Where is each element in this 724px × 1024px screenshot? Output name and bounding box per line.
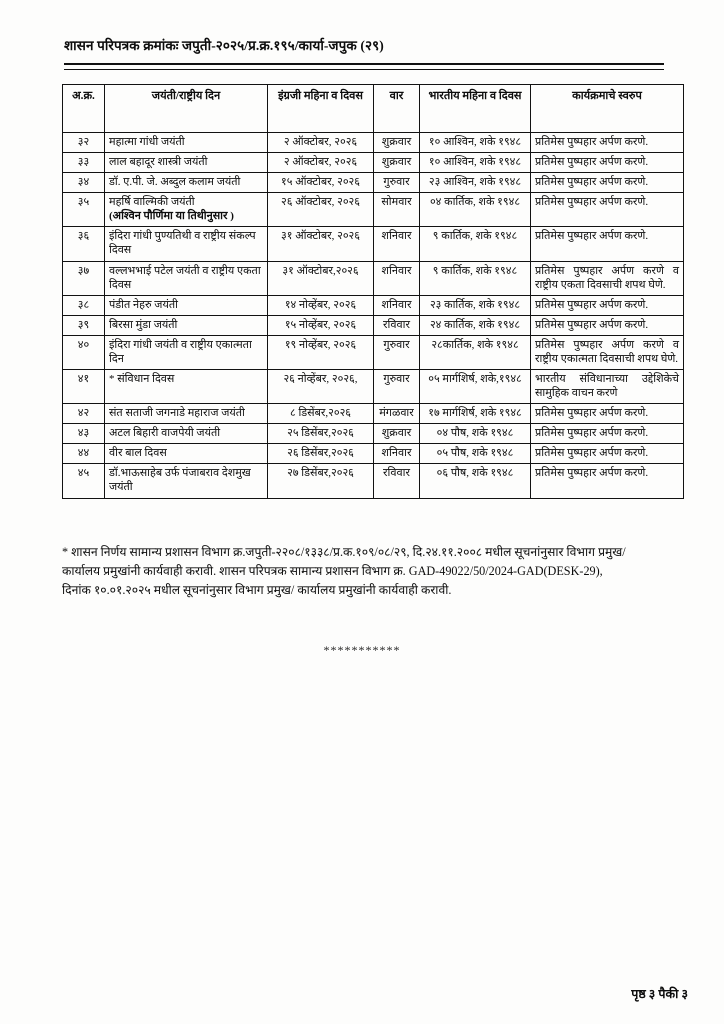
- holiday-name-text: डॉ. ए.पी. जे. अब्दुल कलाम जयंती: [109, 176, 241, 189]
- cell-english-date: २६ नोव्हेंबर, २०२६,: [268, 370, 374, 404]
- cell-program: प्रतिमेस पुष्पहार अर्पण करणे.: [531, 464, 684, 498]
- cell-indian-date: ९ कार्तिक, शके १९४८: [420, 227, 531, 261]
- holiday-name-text: महर्षि वाल्मिकी जयंती: [109, 196, 195, 209]
- table-row: [63, 444, 684, 464]
- column-header-name: जयंती/राष्ट्रीय दिन: [105, 85, 268, 133]
- cell-program: भारतीय संविधानाच्या उद्देशिकेचे सामुहिक वाचन करणे: [531, 370, 684, 404]
- cell-weekday: गुरुवार: [374, 173, 420, 193]
- cell-weekday: मंगळवार: [374, 404, 420, 424]
- holiday-name-text: संत सताजी जगनाडे महाराज जयंती: [109, 407, 245, 420]
- footnote-line-3: दिनांक १०.०१.२०२५ मधील सूचनांनुसार विभाग प्रमुख/ कार्यालय प्रमुखांनी कार्यवाही करावी.: [62, 582, 452, 597]
- cell-holiday-name: [105, 424, 268, 444]
- cell-program: प्रतिमेस पुष्पहार अर्पण करणे.: [531, 295, 684, 315]
- cell-english-date: २ ऑक्टोबर, २०२६: [268, 133, 374, 153]
- cell-english-date: २६ डिसेंबर,२०२६: [268, 444, 374, 464]
- cell-indian-date: ०५ मार्गशिर्ष, शके,१९४८: [420, 370, 531, 404]
- cell-serial-number: ३४: [63, 173, 105, 193]
- column-header-indian-date: भारतीय महिना व दिवस: [420, 85, 531, 133]
- holiday-table-container: [62, 84, 683, 499]
- column-header-english-date: इंग्रजी महिना व दिवस: [268, 85, 374, 133]
- cell-program: प्रतिमेस पुष्पहार अर्पण करणे.: [531, 227, 684, 261]
- table-row: [63, 227, 684, 261]
- cell-serial-number: ४०: [63, 335, 105, 369]
- cell-program: प्रतिमेस पुष्पहार अर्पण करणे.: [531, 444, 684, 464]
- cell-holiday-name: [105, 315, 268, 335]
- cell-program: प्रतिमेस पुष्पहार अर्पण करणे.: [531, 404, 684, 424]
- cell-weekday: शनिवार: [374, 444, 420, 464]
- cell-english-date: १५ नोव्हेंबर, २०२६: [268, 315, 374, 335]
- cell-indian-date: ९ कार्तिक, शके १९४८: [420, 261, 531, 295]
- table-row: [63, 335, 684, 369]
- table-row: [63, 315, 684, 335]
- table-row: [63, 404, 684, 424]
- cell-weekday: शनिवार: [374, 227, 420, 261]
- column-header-day: वार: [374, 85, 420, 133]
- table-row: [63, 424, 684, 444]
- cell-serial-number: ३६: [63, 227, 105, 261]
- holiday-name-text: वीर बाल दिवस: [109, 447, 167, 460]
- cell-indian-date: १० आश्विन, शके १९४८: [420, 153, 531, 173]
- cell-program: प्रतिमेस पुष्पहार अर्पण करणे.: [531, 193, 684, 227]
- table-row: [63, 464, 684, 498]
- holiday-name-text: लाल बहादूर शास्त्री जयंती: [109, 156, 208, 169]
- cell-indian-date: १० आश्विन, शके १९४८: [420, 133, 531, 153]
- cell-serial-number: ३७: [63, 261, 105, 295]
- holiday-name-text: * संविधान दिवस: [109, 373, 175, 386]
- circular-number: शासन परिपत्रक क्रमांकः जपुती-२०२५/प्र.क्र.१९५/कार्या-जपुक (२९): [64, 38, 384, 53]
- cell-holiday-name: [105, 261, 268, 295]
- cell-english-date: ३१ ऑक्टोबर,२०२६: [268, 261, 374, 295]
- cell-weekday: शनिवार: [374, 261, 420, 295]
- cell-english-date: २५ डिसेंबर,२०२६: [268, 424, 374, 444]
- cell-serial-number: ३५: [63, 193, 105, 227]
- table-body: [63, 133, 684, 499]
- document-header: [64, 36, 664, 54]
- table-header-row: [63, 85, 684, 133]
- cell-serial-number: ४४: [63, 444, 105, 464]
- cell-weekday: शुक्रवार: [374, 424, 420, 444]
- cell-holiday-name: [105, 370, 268, 404]
- cell-weekday: शुक्रवार: [374, 153, 420, 173]
- cell-serial-number: ३८: [63, 295, 105, 315]
- cell-serial-number: ४५: [63, 464, 105, 498]
- cell-weekday: गुरुवार: [374, 370, 420, 404]
- cell-indian-date: ०४ कार्तिक, शके १९४८: [420, 193, 531, 227]
- cell-weekday: सोमवार: [374, 193, 420, 227]
- cell-serial-number: ४१: [63, 370, 105, 404]
- cell-program: प्रतिमेस पुष्पहार अर्पण करणे.: [531, 315, 684, 335]
- holiday-table: [62, 84, 684, 499]
- holiday-name-text: इंदिरा गांधी जयंती व राष्ट्रीय एकात्मता दिन: [109, 338, 252, 365]
- table-row: [63, 295, 684, 315]
- cell-indian-date: २३ आश्विन, शके १९४८: [420, 173, 531, 193]
- cell-holiday-name: [105, 464, 268, 498]
- cell-serial-number: ३२: [63, 133, 105, 153]
- cell-english-date: १९ नोव्हेंबर, २०२६: [268, 335, 374, 369]
- table-row: [63, 153, 684, 173]
- cell-holiday-name: [105, 444, 268, 464]
- cell-serial-number: ४२: [63, 404, 105, 424]
- cell-indian-date: १७ मार्गशिर्ष, शके १९४८: [420, 404, 531, 424]
- cell-english-date: २६ ऑक्टोबर, २०२६: [268, 193, 374, 227]
- cell-weekday: रविवार: [374, 315, 420, 335]
- holiday-name-text: अटल बिहारी वाजपेयी जयंती: [109, 427, 221, 440]
- cell-indian-date: २३ कार्तिक, शके १९४८: [420, 295, 531, 315]
- cell-english-date: २७ डिसेंबर,२०२६: [268, 464, 374, 498]
- cell-weekday: रविवार: [374, 464, 420, 498]
- header-divider-rule: [64, 63, 664, 70]
- cell-holiday-name: [105, 153, 268, 173]
- table-row: [63, 173, 684, 193]
- footnote-line-2: कार्यालय प्रमुखांनी कार्यवाही करावी. शासन परिपत्रक सामान्य प्रशासन विभाग क्र. GAD-49022/50/2024-GAD(DESK-29),: [62, 563, 603, 578]
- cell-indian-date: २४ कार्तिक, शके १९४८: [420, 315, 531, 335]
- cell-indian-date: ०५ पौष, शके १९४८: [420, 444, 531, 464]
- cell-weekday: शुक्रवार: [374, 133, 420, 153]
- cell-serial-number: ४३: [63, 424, 105, 444]
- cell-indian-date: ०४ पौष, शके १९४८: [420, 424, 531, 444]
- cell-english-date: ३१ ऑक्टोबर, २०२६: [268, 227, 374, 261]
- cell-program: प्रतिमेस पुष्पहार अर्पण करणे व राष्ट्रीय एकता दिवसाची शपथ घेणे.: [531, 261, 684, 295]
- cell-english-date: ८ डिसेंबर,२०२६: [268, 404, 374, 424]
- cell-holiday-name: [105, 173, 268, 193]
- holiday-name-text: बिरसा मुंडा जयंती: [109, 318, 178, 331]
- cell-holiday-name: [105, 335, 268, 369]
- cell-program: प्रतिमेस पुष्पहार अर्पण करणे व राष्ट्रीय एकात्मता दिवसाची शपथ घेणे.: [531, 335, 684, 369]
- table-row: [63, 370, 684, 404]
- footnote-block: [62, 543, 686, 600]
- column-header-program: कार्यक्रमाचे स्वरुप: [531, 85, 684, 133]
- cell-serial-number: ३९: [63, 315, 105, 335]
- holiday-name-text: डॉ.भाऊसाहेब उर्फ पंजाबराव देशमुख जयंती: [109, 467, 251, 494]
- page-number-footer: पृष्ठ ३ पैकी ३: [631, 987, 688, 1001]
- holiday-name-text: इंदिरा गांधी पुण्यतिथी व राष्ट्रीय संकल्प दिवस: [109, 230, 256, 257]
- table-row: [63, 133, 684, 153]
- cell-program: प्रतिमेस पुष्पहार अर्पण करणे.: [531, 153, 684, 173]
- cell-program: प्रतिमेस पुष्पहार अर्पण करणे.: [531, 133, 684, 153]
- cell-holiday-name: [105, 404, 268, 424]
- cell-weekday: गुरुवार: [374, 335, 420, 369]
- holiday-name-text: महात्मा गांधी जयंती: [109, 136, 185, 148]
- table-row: [63, 193, 684, 227]
- cell-english-date: १४ नोव्हेंबर, २०२६: [268, 295, 374, 315]
- holiday-name-subnote: (अश्विन पौर्णिमा या तिथीनुसार ): [109, 210, 234, 223]
- column-header-sr: अ.क्र.: [63, 85, 105, 133]
- cell-holiday-name: [105, 193, 268, 227]
- cell-indian-date: ०६ पौष, शके १९४८: [420, 464, 531, 498]
- holiday-name-text: वल्लभभाई पटेल जयंती व राष्ट्रीय एकता दिवस: [109, 264, 261, 291]
- footnote-line-1: * शासन निर्णय सामान्य प्रशासन विभाग क्र.जपुती-२२०८/१३३८/प्र.क.१०९/०८/२९, दि.२४.११.२००८ मधील सूचनांनुसार विभाग प्रमुख/: [62, 545, 626, 559]
- cell-weekday: शनिवार: [374, 295, 420, 315]
- asterisk-divider: ***********: [323, 643, 401, 657]
- table-row: [63, 261, 684, 295]
- cell-holiday-name: [105, 295, 268, 315]
- cell-program: प्रतिमेस पुष्पहार अर्पण करणे.: [531, 173, 684, 193]
- cell-english-date: १५ ऑक्टोबर, २०२६: [268, 173, 374, 193]
- cell-serial-number: ३३: [63, 153, 105, 173]
- cell-holiday-name: [105, 133, 268, 153]
- cell-english-date: २ ऑक्टोबर, २०२६: [268, 153, 374, 173]
- holiday-name-text: पंडीत नेहरु जयंती: [109, 298, 178, 311]
- cell-program: प्रतिमेस पुष्पहार अर्पण करणे.: [531, 424, 684, 444]
- cell-holiday-name: [105, 227, 268, 261]
- cell-indian-date: २८कार्तिक, शके १९४८: [420, 335, 531, 369]
